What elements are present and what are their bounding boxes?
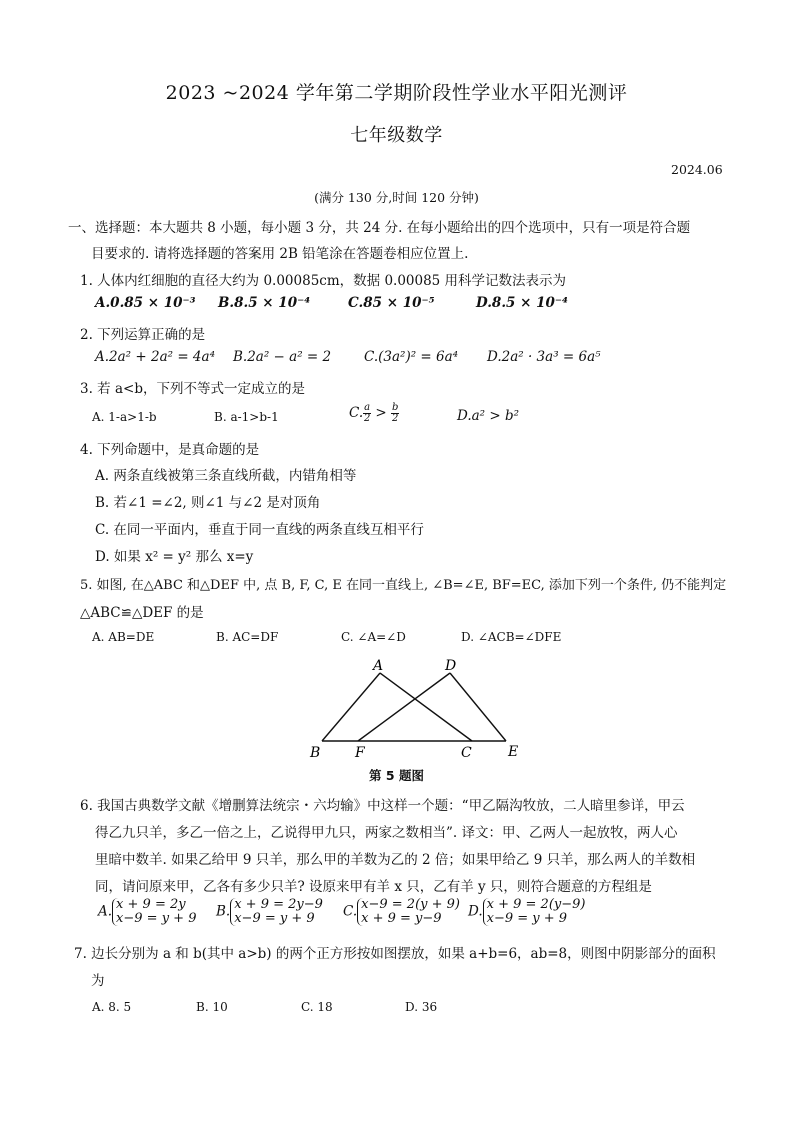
- fraction-b-over-2: [391, 403, 399, 424]
- equation: x + 9 = y−9: [361, 911, 442, 926]
- equation: x + 9 = 2y−9: [234, 897, 323, 912]
- q6-option-d-label: D.: [468, 903, 483, 920]
- q6-option-c-label: C.: [343, 903, 358, 920]
- equation: x−9 = y + 9: [234, 911, 315, 926]
- q3-stem: 3. 若 a<b，下列不等式一定成立的是: [80, 381, 305, 397]
- q7-line2: 为: [91, 973, 105, 989]
- q7-option-c[interactable]: C. 18: [301, 1000, 333, 1014]
- q2-option-a[interactable]: A.2a² + 2a² = 4a⁴: [95, 349, 215, 365]
- q5-option-c[interactable]: C. ∠A=∠D: [341, 630, 406, 644]
- equation: x−9 = y + 9: [116, 911, 197, 926]
- q6-option-b-label: B.: [216, 903, 231, 920]
- q7-option-a[interactable]: A. 8. 5: [92, 1000, 132, 1014]
- q3-option-c-label: C.: [349, 405, 364, 421]
- q7-option-d[interactable]: D. 36: [405, 1000, 438, 1014]
- q6-line2: 得乙九只羊，多乙一倍之上，乙说得甲九只，两家之数相当”. 译文：甲、乙两人一起放牧，两人心: [95, 825, 678, 841]
- exam-date: 2024.06: [671, 162, 723, 177]
- equation-system: [357, 898, 460, 926]
- q2-option-c[interactable]: C.(3a²)² = 6a⁴: [364, 349, 459, 365]
- section-instructions-line1: 一、选择题：本大题共 8 小题，每小题 3 分，共 24 分. 在每小题给出的四个选项中，只有一项是符合题: [68, 220, 691, 236]
- q5-option-a[interactable]: A. AB=DE: [92, 630, 155, 644]
- q5-option-b[interactable]: B. AC=DF: [216, 630, 279, 644]
- q1-option-a[interactable]: A.0.85 × 10⁻³: [95, 295, 196, 311]
- fraction-numerator: b: [392, 402, 399, 413]
- q6-option-c[interactable]: [343, 898, 460, 926]
- q1-option-b[interactable]: B.8.5 × 10⁻⁴: [218, 295, 311, 311]
- q4-option-c[interactable]: C. 在同一平面内，垂直于同一直线的两条直线互相平行: [95, 522, 424, 538]
- q6-line3: 里暗中数羊. 如果乙给甲 9 只羊，那么甲的羊数为乙的 2 倍；如果甲给乙 9 只羊，那么两人的羊数相: [95, 852, 696, 868]
- fraction-a-over-2: [363, 403, 371, 424]
- q2-stem: 2. 下列运算正确的是: [80, 327, 206, 343]
- q7-option-b[interactable]: B. 10: [196, 1000, 228, 1014]
- page-subtitle: 七年级数学: [350, 125, 443, 146]
- q5-figure-caption: 第 5 题图: [369, 768, 424, 783]
- q4-option-a[interactable]: A. 两条直线被第三条直线所截，内错角相等: [95, 468, 357, 484]
- q2-option-d[interactable]: D.2a² · 3a³ = 6a⁵: [487, 349, 601, 365]
- q5-option-d[interactable]: D. ∠ACB=∠DFE: [461, 630, 562, 644]
- equation: x−9 = 2(y + 9): [361, 897, 460, 912]
- q5-stem-line1: 5. 如图, 在△ABC 和△DEF 中, 点 B, F, C, E 在同一直线上, ∠B=∠E, BF=EC, 添加下列一个条件, 仍不能判定: [80, 578, 727, 593]
- label-f: F: [355, 745, 365, 761]
- fraction-denominator: 2: [363, 413, 371, 424]
- greater-than-sign: >: [375, 405, 387, 421]
- q4-stem: 4. 下列命题中，是真命题的是: [80, 442, 260, 458]
- equation-system: [230, 898, 323, 926]
- q6-option-a[interactable]: [98, 898, 196, 926]
- q6-option-b[interactable]: [216, 898, 323, 926]
- q1-option-c[interactable]: C.85 × 10⁻⁵: [348, 295, 435, 311]
- q1-stem: 1. 人体内红细胞的直径大约为 0.00085cm，数据 0.00085 用科学记数法表示为: [80, 273, 567, 289]
- q1-option-d[interactable]: D.8.5 × 10⁻⁴: [476, 295, 568, 311]
- section-instructions-line2: 目要求的. 请将选择题的答案用 2B 铅笔涂在答题卷相应位置上.: [91, 246, 469, 262]
- q3-option-c[interactable]: [349, 403, 399, 424]
- q3-option-d[interactable]: D.a² > b²: [457, 408, 520, 424]
- fraction-numerator: a: [364, 402, 371, 413]
- equation-system: [112, 898, 196, 926]
- q2-option-b[interactable]: B.2a² − a² = 2: [233, 349, 332, 365]
- equation: x + 9 = 2(y−9): [486, 897, 586, 912]
- q6-line1: 6. 我国古典数学文献《增删算法统宗・六均输》中这样一个题：“甲乙隔沟牧放，二人暗里参详，甲云: [80, 798, 685, 814]
- equation: x + 9 = 2y: [116, 897, 186, 912]
- q3-option-b[interactable]: B. a-1>b-1: [214, 410, 279, 424]
- equation: x−9 = y + 9: [486, 911, 568, 926]
- fraction-denominator: 2: [392, 413, 399, 424]
- exam-meta: (满分 130 分,时间 120 分钟): [314, 190, 479, 205]
- q3-option-a[interactable]: A. 1-a>1-b: [92, 410, 157, 424]
- q6-option-d[interactable]: [468, 898, 585, 926]
- q6-line4: 同，请问原来甲，乙各有多少只羊? 设原来甲有羊 x 只，乙有羊 y 只，则符合题意的方程组是: [95, 879, 652, 895]
- label-a: A: [373, 658, 384, 674]
- label-e: E: [508, 744, 519, 760]
- q6-option-a-label: A.: [98, 903, 113, 920]
- label-c: C: [461, 745, 472, 761]
- q5-stem-line2: △ABC≌△DEF 的是: [80, 605, 204, 621]
- q5-triangle-figure: [300, 652, 540, 762]
- q4-option-b[interactable]: B. 若∠1 =∠2, 则∠1 与∠2 是对顶角: [95, 495, 321, 511]
- page-title: 2023 ~2024 学年第二学期阶段性学业水平阳光测评: [165, 82, 628, 104]
- equation-system: [483, 898, 586, 926]
- q7-line1: 7. 边长分别为 a 和 b(其中 a>b) 的两个正方形按如图摆放，如果 a+b=6，ab=8，则图中阴影部分的面积: [74, 946, 716, 962]
- label-d: D: [445, 658, 457, 674]
- q4-option-d[interactable]: D. 如果 x² = y² 那么 x=y: [95, 549, 254, 565]
- label-b: B: [310, 745, 321, 761]
